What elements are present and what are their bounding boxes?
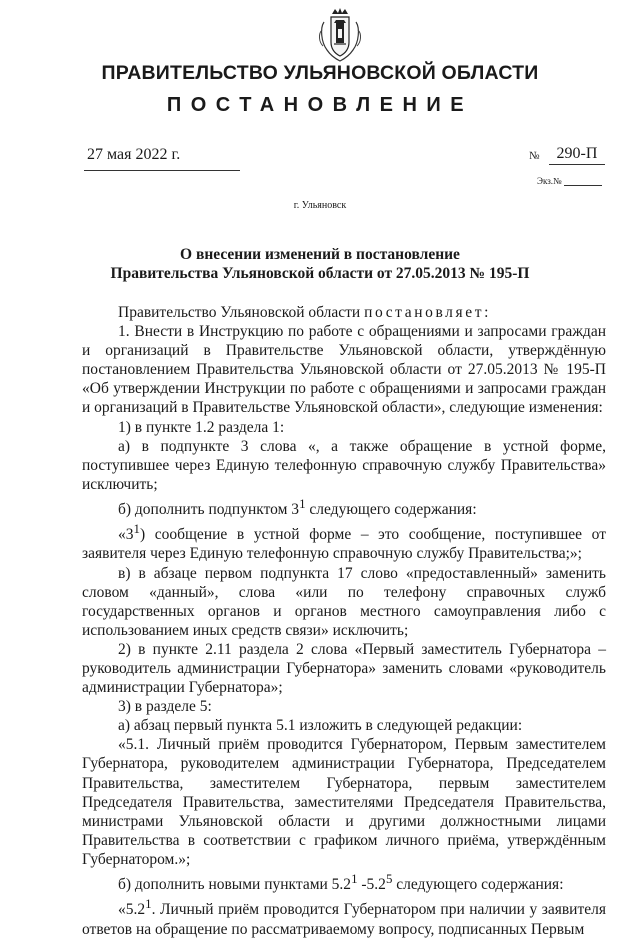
date-underline: [84, 170, 240, 171]
superscript: 1: [133, 521, 140, 537]
paragraph-text: «3: [118, 526, 134, 544]
paragraph: 1. Внести в Инструкцию по работе с обращениями и запросами граждан и организаций в Правительстве Ульяновской области, утверждённую постановлением Правительства Ульяновской области от 27.05.2013 № 195-П «Об утверждении Инструкции по работе с обращениями и запросами граждан и организаций в Правительстве Ульяновской области», следующие изменения:: [82, 323, 606, 417]
paragraph: [82, 494, 606, 519]
superscript: 1: [351, 871, 358, 887]
paragraph-text: «5.2: [118, 901, 146, 919]
city: г. Ульяновск: [293, 200, 347, 211]
paragraph: а) абзац первый пункта 5.1 изложить в следующей редакции:: [118, 717, 523, 735]
paragraph: 1) в пункте 1.2 раздела 1:: [118, 418, 285, 436]
paragraph: [82, 894, 606, 938]
paragraph: [82, 519, 606, 563]
paragraph: [82, 303, 606, 322]
paragraph-text: ) сообщение в устной форме – это сообщение, поступившее от заявителя через Единую телефонную справочную службу Правительства;»;: [82, 526, 606, 563]
title-line: Правительства Ульяновской области от 27.05.2013 № 195-П: [110, 265, 530, 282]
paragraph: 2) в пункте 2.11 раздела 2 слова «Первый заместитель Губернатора – руководитель администрации Губернатора» заменить словами «руководитель администрации Губернатора»;: [82, 640, 606, 697]
title-line: О внесении изменений в постановление: [180, 246, 460, 263]
paragraph-text: б) дополнить подпунктом 3: [118, 501, 300, 519]
document-date: 27 мая 2022 г.: [87, 146, 181, 163]
paragraph-text: следующего содержания:: [305, 501, 477, 519]
superscript: 1: [299, 495, 306, 511]
paragraph: а) в подпункте 3 слова «, а также обращение в устной форме, поступившее через Единую телефонную справочную службу Правительства» исключить;: [82, 437, 606, 493]
document-title: [0, 245, 640, 283]
paragraph-text: следующего содержания:: [392, 876, 564, 894]
number-label: №: [529, 150, 540, 162]
paragraph-text: б) дополнить новыми пунктами 5.2: [118, 876, 352, 894]
document-body: [82, 303, 606, 939]
paragraph: [82, 869, 606, 894]
paragraph: в) в абзаце первом подпункта 17 слово «предоставленный» заменить словом «данный», слова «или по телефону справочных служб государственных органов и органов местного самоуправления либо с использованием иных средств связи» исключить;: [82, 564, 606, 639]
superscript: 1: [145, 896, 152, 912]
copy-number-underline: [564, 185, 602, 186]
paragraph: «5.1. Личный приём проводится Губернатором, Первым заместителем Губернатора, руководителем администрации Губернатора, Председателем Правительства, заместителем Губернатора, первым заместителем Председателя Правительства, заместителями Председателя Правительства, министрами Ульяновской области и другими должностными лицами Правительства в соответствии с графиком личного приёма, утверждённым Губернатором.»;: [82, 736, 606, 868]
document-type: ПОСТАНОВЛЕНИЕ: [166, 94, 474, 116]
spaced-verb: постановляет:: [364, 304, 491, 321]
paragraph-text: -5.2: [357, 876, 386, 894]
superscript: 5: [385, 871, 393, 887]
copy-number-label: Экз.№: [537, 176, 562, 186]
paragraph-text: Правительство Ульяновской области: [118, 304, 365, 321]
organization-name: ПРАВИТЕЛЬСТВО УЛЬЯНОВСКОЙ ОБЛАСТИ: [101, 62, 539, 84]
coat-of-arms-emblem: [318, 8, 362, 64]
document-number: 290-П: [549, 145, 605, 165]
paragraph: 3) в разделе 5:: [118, 698, 212, 716]
paragraph-text: . Личный приём проводится Губернатором при наличии у заявителя ответов на обращение по рассматриваемому вопросу, подписанных Первым: [82, 901, 606, 938]
